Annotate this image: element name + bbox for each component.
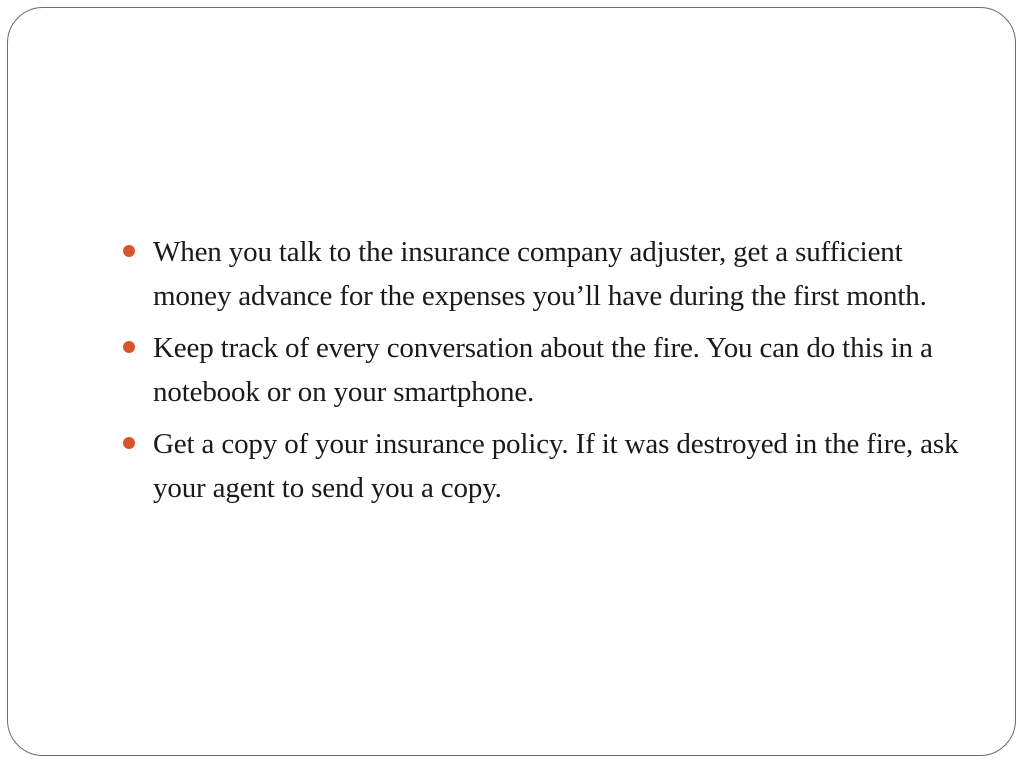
bullet-item: [120, 230, 980, 318]
bullet-item: [120, 326, 980, 414]
bullet-dot-icon: [123, 437, 135, 449]
bullet-text: Get a copy of your insurance policy. If it was destroyed in the fire, ask your agent to send you a copy.: [153, 428, 959, 504]
bullet-dot-icon: [123, 341, 135, 353]
bullet-item: [120, 422, 980, 510]
bullet-text: Keep track of every conversation about the fire. You can do this in a notebook or on your smartphone.: [153, 332, 933, 408]
bullet-dot-icon: [123, 245, 135, 257]
slide-frame: [7, 7, 1016, 756]
bullet-text: When you talk to the insurance company adjuster, get a sufficient money advance for the expenses you’ll have during the first month.: [153, 236, 927, 312]
bullet-list: [120, 230, 980, 518]
